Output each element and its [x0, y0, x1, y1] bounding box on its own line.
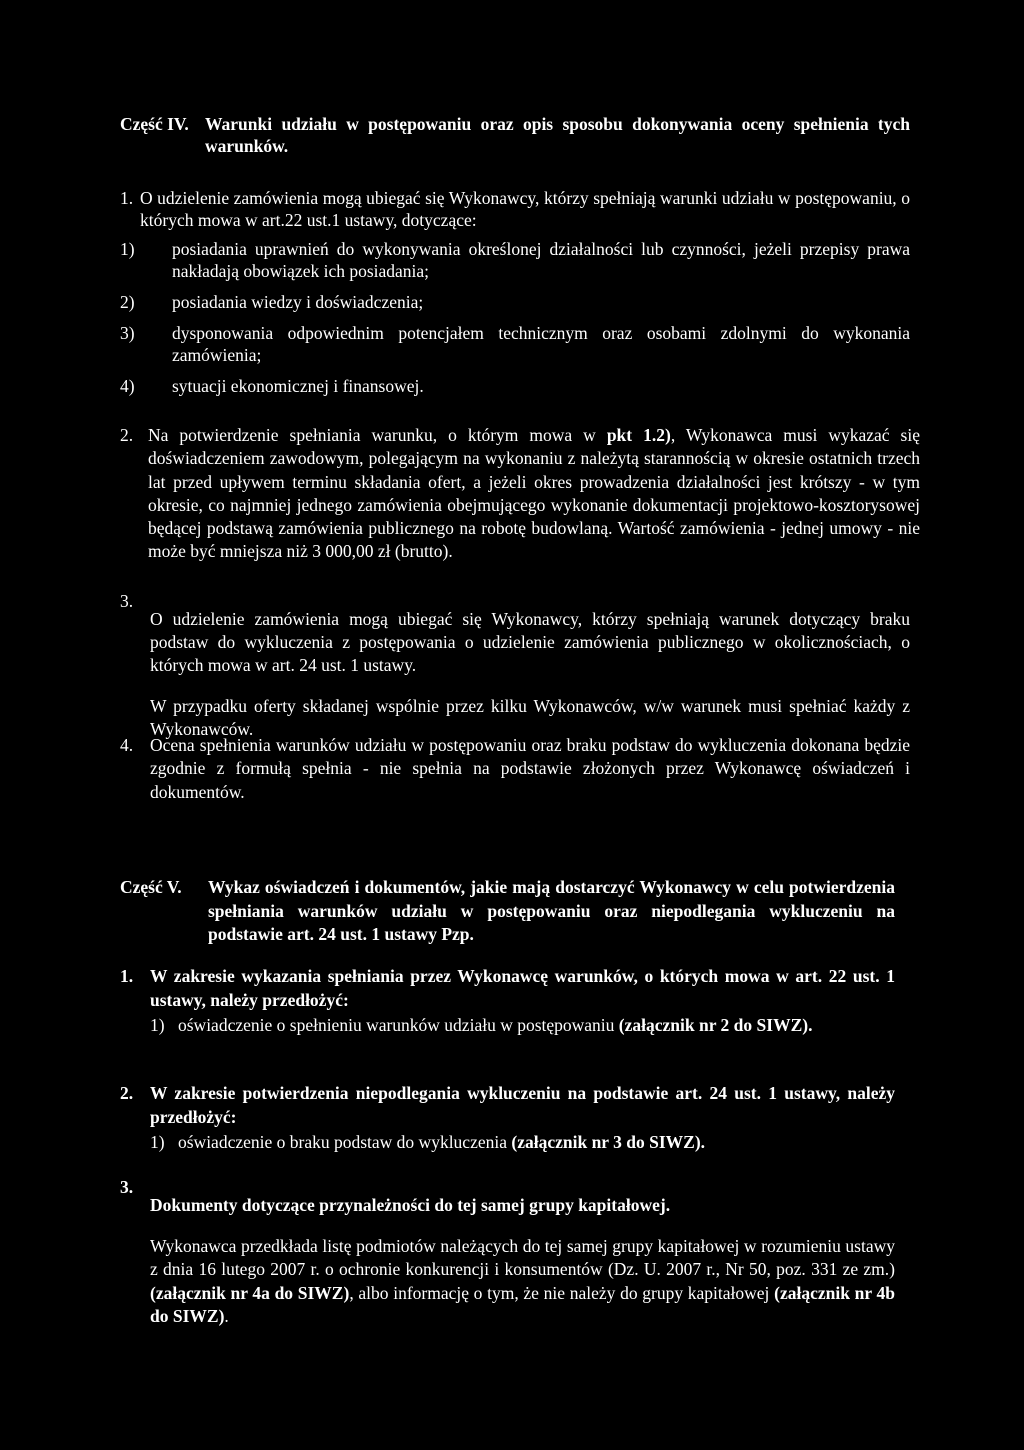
list-item — [120, 238, 910, 282]
item-text: posiadania uprawnień do wykonywania określonej działalności lub czynności, jeżeli przepisy prawa nakładają obowiązek ich posiadania; — [172, 239, 910, 281]
point-text-c: , Wykonawca musi wykazać się doświadczeniem zawodowym, polegającym na wykonaniu z należytą starannością w okresie ostatnich trzech lat przed upływem terminu składania ofert, a jeżeli okres prowadzenia działalności jest krótszy - w tym okresie, co najmniej jednego zamówienia obejmującego wykonanie dokumentacji projektowo-kosztorysowej będącej podstawą zamówienia publicznego na robotę budowlaną. Wartość zamówienia - jednej umowy - nie może być mniejsza niż 3 000,00 zł (brutto). — [148, 425, 920, 562]
item-number: 1) — [150, 1015, 165, 1035]
list-item — [120, 291, 910, 313]
part5-label: Część V. — [120, 877, 182, 897]
point-title: Dokumenty dotyczące przynależności do tej samej grupy kapitałowej. — [150, 1194, 671, 1215]
list-item — [120, 375, 910, 397]
item-text: posiadania wiedzy i doświadczenia; — [172, 292, 424, 312]
item-number: 4) — [120, 376, 135, 396]
point-number: 4. — [120, 735, 134, 755]
point-text: W zakresie wykazania spełniania przez Wykonawcę warunków, o których mowa w art. 22 ust. 1 ustawy, należy przedłożyć: — [150, 966, 895, 1010]
part4-point-1-items — [120, 238, 910, 397]
point-text: Ocena spełnienia warunków udziału w postępowaniu oraz braku podstaw do wykluczenia dokonana będzie zgodnie z formułą spełnia - nie spełnia na podstawie złożonych przez Wykonawcę oświadczeń i dokumentów. — [150, 735, 910, 802]
point-text-a: Wykonawca przedkłada listę podmiotów należących do tej samej grupy kapitałowej w rozumieniu ustawy z dnia 16 lutego 2007 r. o ochronie konkurencji i konsumentów (Dz. U. 2007 r., Nr 50, poz. 331 ze zm.) — [150, 1235, 895, 1279]
point-number: 3. — [120, 1177, 134, 1197]
item-text — [178, 1131, 895, 1155]
item-text — [178, 1014, 895, 1038]
point-text: O udzielenie zamówienia mogą ubiegać się Wykonawcy, którzy spełniają warunek dotyczący braku podstaw do wykluczenia z postępowania o udzielenie zamówienia publicznego w okolicznościach, o których mowa w art. 24 ust. 1 ustawy. — [150, 608, 910, 676]
point-text — [150, 1235, 895, 1329]
point-body — [150, 1176, 895, 1346]
item-text-a: oświadczenie o braku podstaw do wykluczenia — [178, 1132, 512, 1152]
item-number: 2) — [120, 292, 135, 312]
point-number: 2. — [120, 425, 134, 445]
point-ref: pkt 1.2) — [606, 425, 671, 445]
point-text: O udzielenie zamówienia mogą ubiegać się Wykonawcy, którzy spełniają warunki udziału w postępowaniu, o których mowa w art.22 ust.1 ustawy, dotyczące: — [140, 188, 910, 230]
part4-title: Warunki udziału w postępowaniu oraz opis sposobu dokonywania oceny spełnienia tych warunków. — [205, 114, 910, 156]
point-number: 2. — [120, 1083, 134, 1103]
item-attachment: (załącznik nr 2 do SIWZ). — [618, 1015, 813, 1035]
item-text: dysponowania odpowiednim potencjałem technicznym oraz osobami zdolnymi do wykonania zamówienia; — [172, 323, 910, 365]
point-text: W zakresie potwierdzenia niepodlegania wykluczeniu na podstawie art. 24 ust. 1 ustawy, należy przedłożyć: — [150, 1083, 895, 1127]
item-number: 1) — [120, 239, 135, 259]
point-number: 1. — [120, 188, 134, 208]
point-text-e: . — [224, 1306, 229, 1326]
part4-label: Część IV. — [120, 114, 189, 134]
attachment-4a: (załącznik nr 4a do SIWZ) — [150, 1282, 350, 1303]
point-text-2: W przypadku oferty składanej wspólnie przez kilku Wykonawców, w/w warunek musi spełniać każdy z Wykonawców. — [150, 695, 910, 740]
point-number: 3. — [120, 591, 134, 611]
item-number: 3) — [120, 323, 135, 343]
item-number: 1) — [150, 1132, 165, 1152]
item-attachment: (załącznik nr 3 do SIWZ). — [511, 1132, 706, 1152]
item-text: sytuacji ekonomicznej i finansowej. — [172, 376, 424, 396]
part5-title: Wykaz oświadczeń i dokumentów, jakie mają dostarczyć Wykonawcy w celu potwierdzenia spełniania warunków udziału w postępowaniu oraz niepodlegania wykluczeniu na podstawie art. 24 ust. 1 ustawy Pzp. — [208, 877, 895, 944]
point-text — [148, 424, 920, 564]
list-item — [120, 322, 910, 366]
point-text-a: Na potwierdzenie spełniania warunku, o którym mowa w — [148, 425, 607, 445]
item-text-a: oświadczenie o spełnieniu warunków udziału w postępowaniu — [178, 1015, 619, 1035]
point-text-c: , albo informację o tym, że nie należy do grupy kapitałowej — [349, 1282, 775, 1303]
point-number: 1. — [120, 966, 134, 986]
attachment-4b: (załącznik nr 4b do SIWZ) — [150, 1282, 895, 1326]
